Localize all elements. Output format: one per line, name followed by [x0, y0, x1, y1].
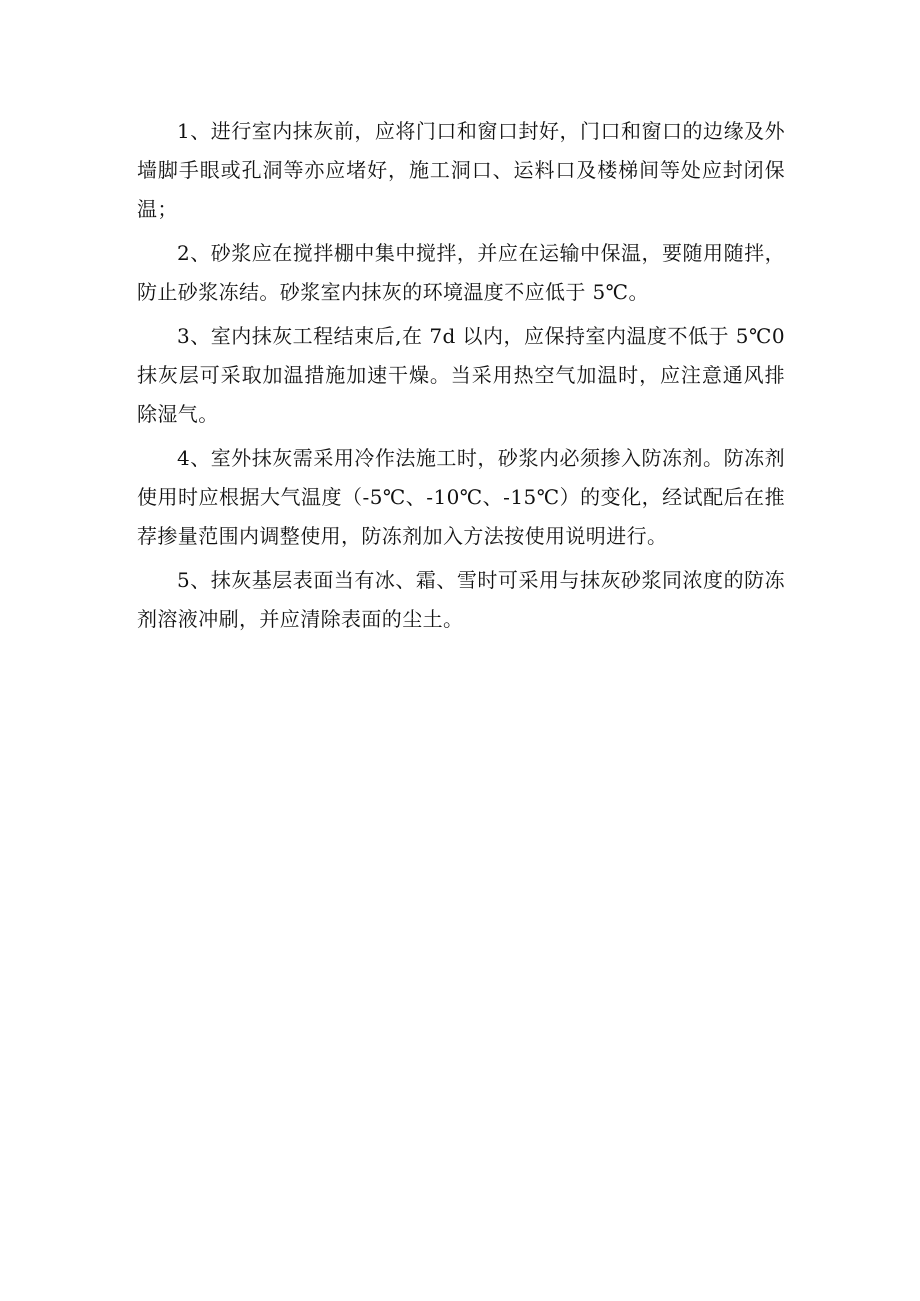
- paragraph-3: 3、室内抹灰工程结束后,在 7d 以内，应保持室内温度不低于 5℃0 抹灰层可采取加温措施加速干燥。当采用热空气加温时，应注意通风排除湿气。: [137, 324, 785, 426]
- paragraph-2: 2、砂浆应在搅拌棚中集中搅拌，并应在运输中保温，要随用随拌，防止砂浆冻结。砂浆室内抹灰的环境温度不应低于 5℃。: [137, 241, 785, 304]
- paragraph-4: 4、室外抹灰需采用冷作法施工时，砂浆内必须掺入防冻剂。防冻剂使用时应根据大气温度（-5℃、-10℃、-15℃）的变化，经试配后在推荐掺量范围内调整使用，防冻剂加入方法按使用说明进行。: [137, 446, 785, 548]
- document-body: [137, 112, 785, 644]
- paragraph-5: 5、抹灰基层表面当有冰、霜、雪时可采用与抹灰砂浆同浓度的防冻剂溶液冲刷，并应清除表面的尘土。: [137, 568, 785, 631]
- paragraph-1: 1、进行室内抹灰前，应将门口和窗口封好，门口和窗口的边缘及外墙脚手眼或孔洞等亦应堵好，施工洞口、运料口及楼梯间等处应封闭保温；: [137, 119, 785, 221]
